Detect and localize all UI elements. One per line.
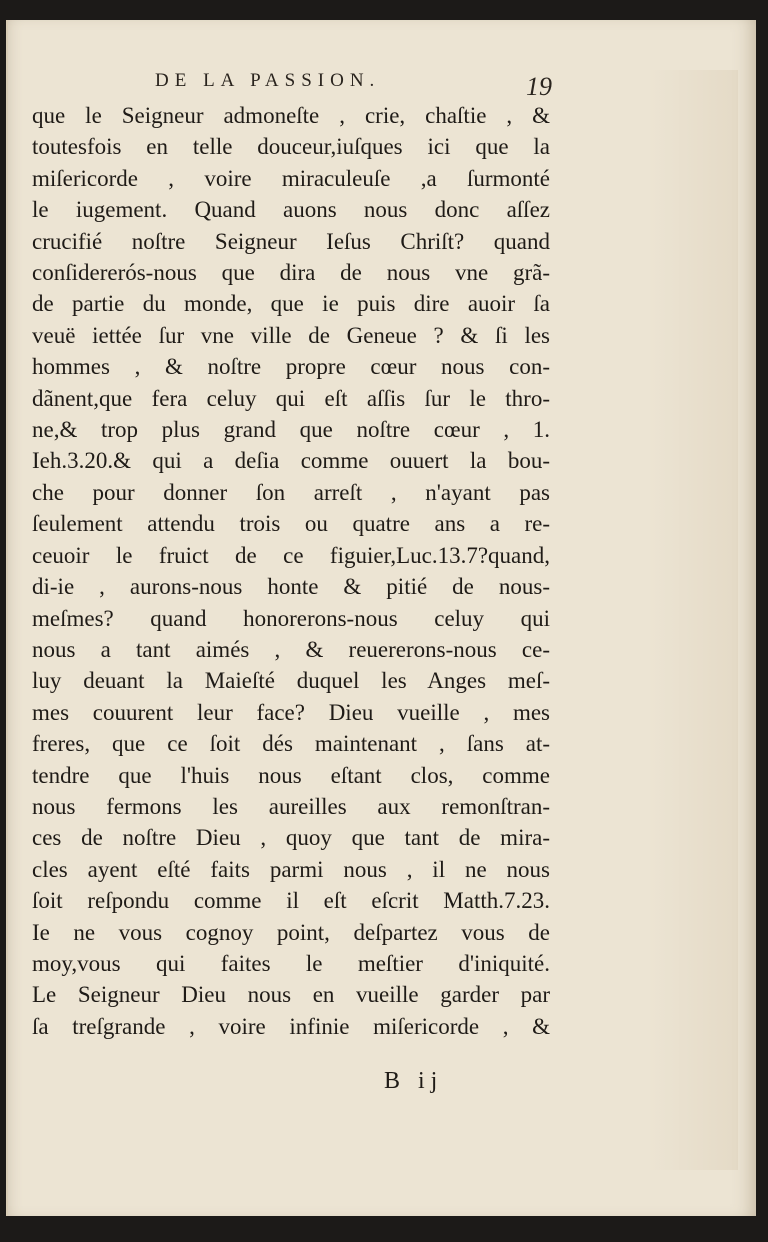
text-line: meſmes? quand honorerons-nous celuy qui xyxy=(32,605,550,631)
text-line: veuë iettée ſur vne ville de Geneue ? & ſi les xyxy=(32,322,550,348)
text-line: mes couurent leur face? Dieu vueille , mes xyxy=(32,699,550,725)
text-line: cles ayent eſté faits parmi nous , il ne nous xyxy=(32,856,550,882)
running-title: DE LA PASSION. xyxy=(155,70,381,91)
text-line: nous a tant aimés , & reuererons-nous ce- xyxy=(32,636,550,662)
text-line: crucifié noſtre Seigneur Ieſus Chriſt? quand xyxy=(32,228,550,254)
text-line: conſidererós-nous que dira de nous vne grã- xyxy=(32,260,550,286)
text-line: freres, que ce ſoit dés maintenant , ſans at- xyxy=(32,731,550,757)
text-line: ſeulement attendu trois ou quatre ans a re- xyxy=(32,511,550,537)
text-line: che pour donner ſon arreſt , n'ayant pas xyxy=(32,479,550,505)
text-line: toutesfois en telle douceur,iuſques ici que la xyxy=(32,134,550,160)
text-line: ces de noſtre Dieu , quoy que tant de mira- xyxy=(32,825,550,851)
text-line: le iugement. Quand auons nous donc aſſez xyxy=(32,197,550,223)
text-line: moy,vous qui faites le meſtier d'iniquité. xyxy=(32,950,550,976)
text-line: ſoit reſpondu comme il eſt eſcrit Matth.7.23. xyxy=(32,888,550,914)
text-line: luy deuant la Maieſté duquel les Anges meſ- xyxy=(32,668,550,694)
text-line: de partie du monde, que ie puis dire auoir ſa xyxy=(32,291,550,317)
page-shading xyxy=(648,70,738,1170)
body-text xyxy=(32,100,562,1042)
text-line: Ie ne vous cognoy point, deſpartez vous de xyxy=(32,919,550,945)
text-line: que le Seigneur admoneſte , crie, chaſtie , & xyxy=(32,103,550,128)
text-line: hommes , & noſtre propre cœur nous con- xyxy=(32,354,550,380)
text-line: ſa treſgrande , voire infinie miſericorde , & xyxy=(32,1013,550,1039)
text-line: nous fermons les aureilles aux remonſtran- xyxy=(32,793,550,819)
text-line: Ieh.3.20.& qui a deſia comme ouuert la bou- xyxy=(32,448,550,474)
page-number: 19 xyxy=(526,72,552,101)
text-line: tendre que l'huis nous eſtant clos, comme xyxy=(32,762,550,788)
signature-mark: B ij xyxy=(384,1068,444,1094)
text-line: dãnent,que fera celuy qui eſt aſſis ſur le thro- xyxy=(32,385,550,411)
text-line: Le Seigneur Dieu nous en vueille garder par xyxy=(32,982,550,1008)
text-line: miſericorde , voire miraculeuſe ,a ſurmonté xyxy=(32,165,550,191)
text-line: di-ie , aurons-nous honte & pitié de nous- xyxy=(32,574,550,600)
text-line: ceuoir le fruict de ce figuier,Luc.13.7?quand, xyxy=(32,542,550,568)
text-line: ne,& trop plus grand que noſtre cœur , 1. xyxy=(32,417,550,443)
